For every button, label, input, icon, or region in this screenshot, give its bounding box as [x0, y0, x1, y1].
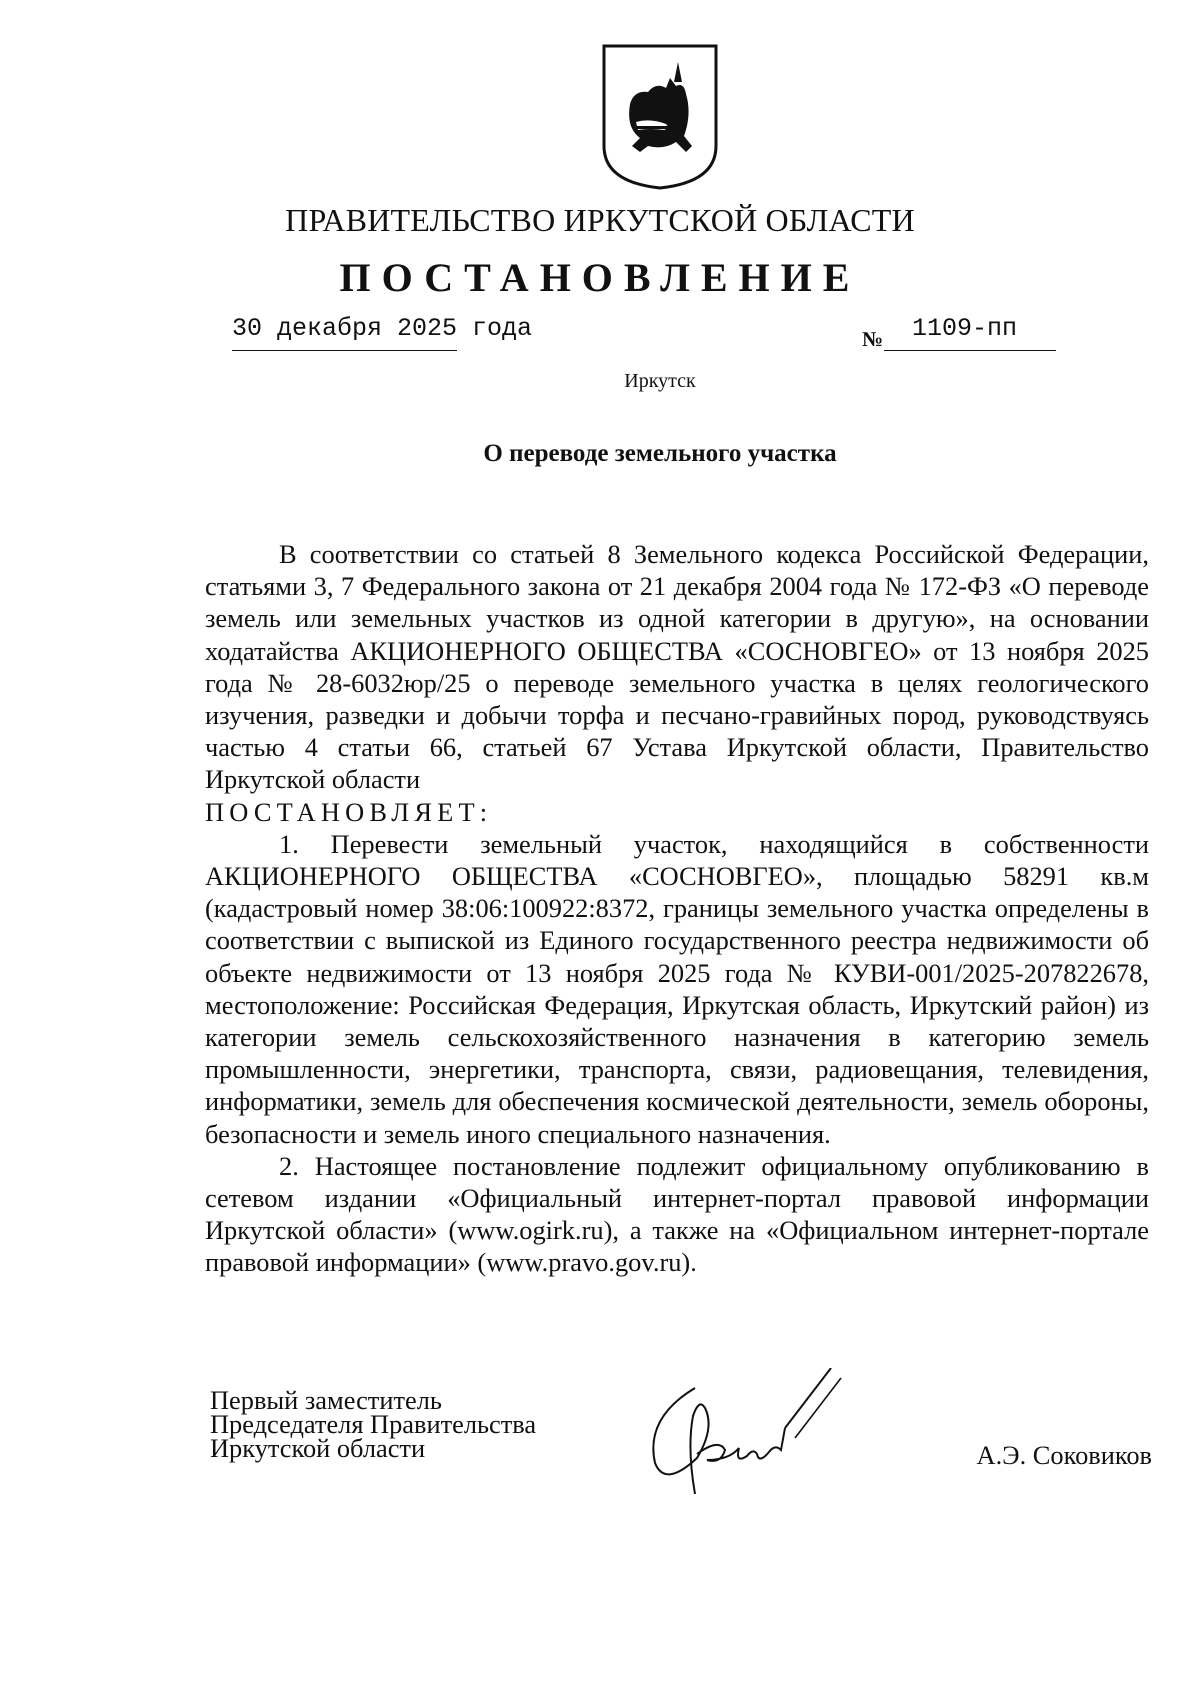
document-date: 30 декабря 2025 года [232, 314, 533, 343]
coat-of-arms-icon [600, 42, 720, 192]
signer-name: А.Э. Соковиков [976, 1440, 1152, 1470]
number-sign: № [862, 327, 884, 351]
government-title: ПРАВИТЕЛЬСТВО ИРКУТСКОЙ ОБЛАСТИ [285, 202, 915, 238]
signature-icon [635, 1368, 845, 1498]
issue-city: Иркутск [624, 370, 696, 392]
document-number: 1109-пп [912, 314, 1018, 343]
signer-position-line2: Председателя Правительства [210, 1409, 537, 1439]
document-type: ПОСТАНОВЛЕНИЕ [339, 255, 861, 300]
signer-position-line1: Первый заместитель [210, 1385, 442, 1415]
item-1-paragraph: 1. Перевести земельный участок, находящийся в собственности АКЦИОНЕРНОГО ОБЩЕСТВА «СОСНОВГЕО», площадью 58291 кв.м (кадастровый номер 38:06:100922:8372, границы земельного участка определены в соответствии с выпиской из Единого государственного реестра недвижимости об объекте недвижимости от 13 ноября 2025 года № КУВИ-001/2025-207822678, местоположение: Российская Федерация, Иркутская область, Иркутский район) из категории земель сельскохозяйственного назначения в категорию земель промышленности, энергетики, транспорта, связи, радиовещания, телевидения, информатики, земель для обеспечения космической деятельности, земель обороны, безопасности и земель иного специального назначения. [205, 828, 1149, 1149]
number-underline [884, 350, 1056, 351]
decree-word: ПОСТАНОВЛЯЕТ: [205, 796, 493, 827]
document-subject: О переводе земельного участка [483, 440, 837, 467]
document-body [205, 538, 1149, 1279]
signer-position [210, 1385, 537, 1463]
item-2-paragraph: 2. Настоящее постановление подлежит официальному опубликованию в сетевом издании «Официальный интернет-портал правовой информации Иркутской области» (www.ogirk.ru), а также на «Официальном интернет-портале правовой информации» (www.pravo.gov.ru). [205, 1150, 1149, 1278]
date-underline [232, 350, 457, 351]
preamble-paragraph: В соответствии со статьей 8 Земельного кодекса Российской Федерации, статьями 3, 7 Федерального закона от 21 декабря 2004 года № 172-ФЗ «О переводе земель или земельных участков из одной категории в другую», на основании ходатайства АКЦИОНЕРНОГО ОБЩЕСТВА «СОСНОВГЕО» от 13 ноября 2025 года № 28-6032юр/25 о переводе земельного участка в целях геологического изучения, разведки и добычи торфа и песчано-гравийных пород, руководствуясь частью 4 статьи 66, статьей 67 Устава Иркутской области, Правительство Иркутской области [205, 539, 1149, 795]
signer-position-line3: Иркутской области [210, 1433, 426, 1463]
